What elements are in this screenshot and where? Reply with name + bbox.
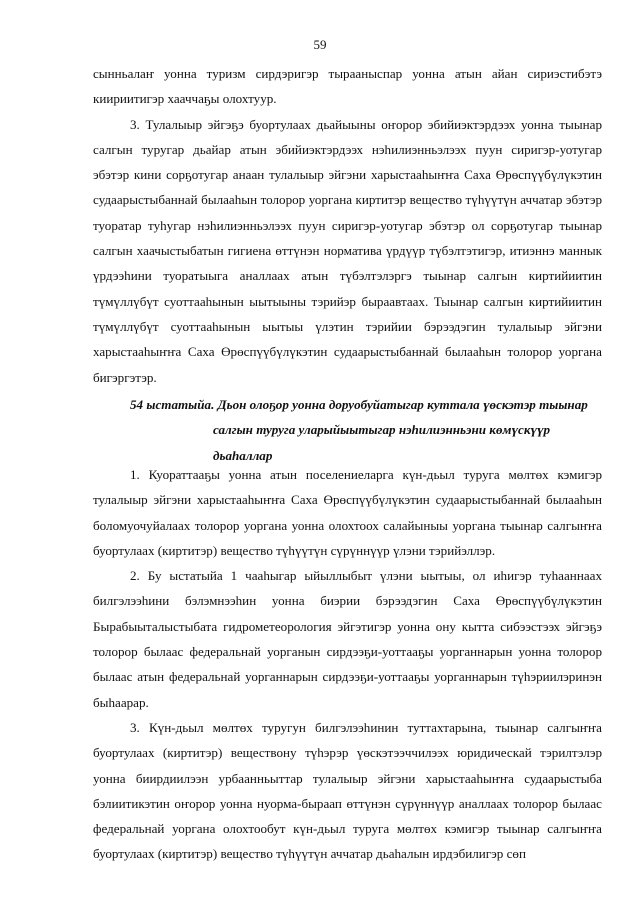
top-text-block (93, 61, 602, 390)
article-54-heading (93, 392, 602, 468)
article-heading-line2: салгын туруга уларыйыытыгар нэһилиэнньэни көмүскүүр (213, 422, 551, 438)
article-paragraph-2: 2. Бу ыстатыйа 1 чааһыгар ыйыллыбыт үлэни ыытыы, ол иһигэр туһааннаах билгэлээһини бэлэмнээһин уонна биэрии бэрээдэгин Саха Өрөспүүбүлүкэтин Бырабыыталыстыбата гидрометеорология эйгэтигэр уонна ону кытта сибээстээх эйгэҕэ толорор былаас федеральнай уорганын сирдээҕи-уоттааҕы уорганнарын уонна толорор былаас атын федеральнай уорганнарын сирдээҕи-уоттааҕы уорганнарын түһэриилэринэн быһаарар. (93, 568, 602, 710)
article-heading-line3: дьаһаллар (213, 447, 273, 463)
continuation-paragraph: сынньалаҥ уонна туризм сирдэригэр тырааныспар уонна атын айан сириэстибэтэ киириитигэр хааччаҕы олохтуур. (93, 66, 602, 107)
article-paragraph-1: 1. Куораттааҕы уонна атын поселениеларга күн-дьыл туруга мөлтөх кэмигэр тулалыыр эйгэни харыстааһыҥҥа Саха Өрөспүүбүлүкэтин судаарыстыбаннай былааһын боломуочуйалаах толорор уоргана уонна олохтоох салайыныы уоргана тыынар салгыҥҥа буортулаах (киртитэр) веществo түһүүтүн сүрүннүүр үлэни тэрийэллэр. (93, 467, 602, 558)
paragraph-3-top: 3. Тулалыыр эйгэҕэ буортулаах дьайыыны оҥорор эбийиэктэрдээх уонна тыынар салгын туругар дьайар атын эбийиэктэрдээх нэһилиэнньэлээх пуун сиригэр-уотугар эбэтэр кини сорҕотугар анаан тулалыыр эйгэни харыстааһыҥҥа Саха Өрөспүүбүлүкэтин судаарыстыбаннай былааһын толорор уоргана киртитэр веществo түһүүтүн аччатар эбэтэр туоратар туһугар нэһилиэнньэлээх пуун сиригэр-уотугар эбэтэр ол сорҕотугар тыынар салгын хаачыстыбатын гигиена өттүнэн норматива үрдүүр түбэлтэтигэр, итиэннэ маннык үрдээһини туоратыыга аналлаах атын түбэлтэлэргэ тыынар салгын киртийиитин түмүллүбүт суоттааһынын ыытыыны тэрийэр быраавтаах. Тыынар салгын киртийиитин түмүллүбүт суоттааһынын ыытыы үлэтин тэрийии бэрээдэгин тулалыыр эйгэни харыстааһыҥҥа Саха Өрөспүүбүлүкэтин судаарыстыбаннай былааһын толорор уоргана бигэргэтэр. (93, 116, 602, 385)
article-heading-line1: 54 ыстатыйа. Дьон олоҕор уонна доруобуйатыгар куттала үөскэтэр тыынар (130, 397, 588, 412)
article-54-body (93, 462, 602, 867)
article-paragraph-3: 3. Күн-дьыл мөлтөх туругун билгэлээһинин туттахтарына, тыынар салгыҥҥа буортулаах (киртитэр) веществону түһэрэр үөскэтээччилээх юридическай тэрилтэлэр уонна биирдиилээн урбаанньыттар тулалыыр эйгэни харыстааһыҥҥа судаарыстыба бэлиитикэтин оҥорор уонна нуорма-быраап өттүнэн сүрүннүүр аналлаах толорор былаас федеральнай уоргана олохтообут күн-дьыл туруга мөлтөх кэмигэр тыынар салгыҥҥа буортулаах (киртитэр) веществo түһүүтүн аччатар дьаһалын ирдэбилигэр сөп (93, 719, 602, 862)
page-number: 59 (313, 37, 327, 52)
